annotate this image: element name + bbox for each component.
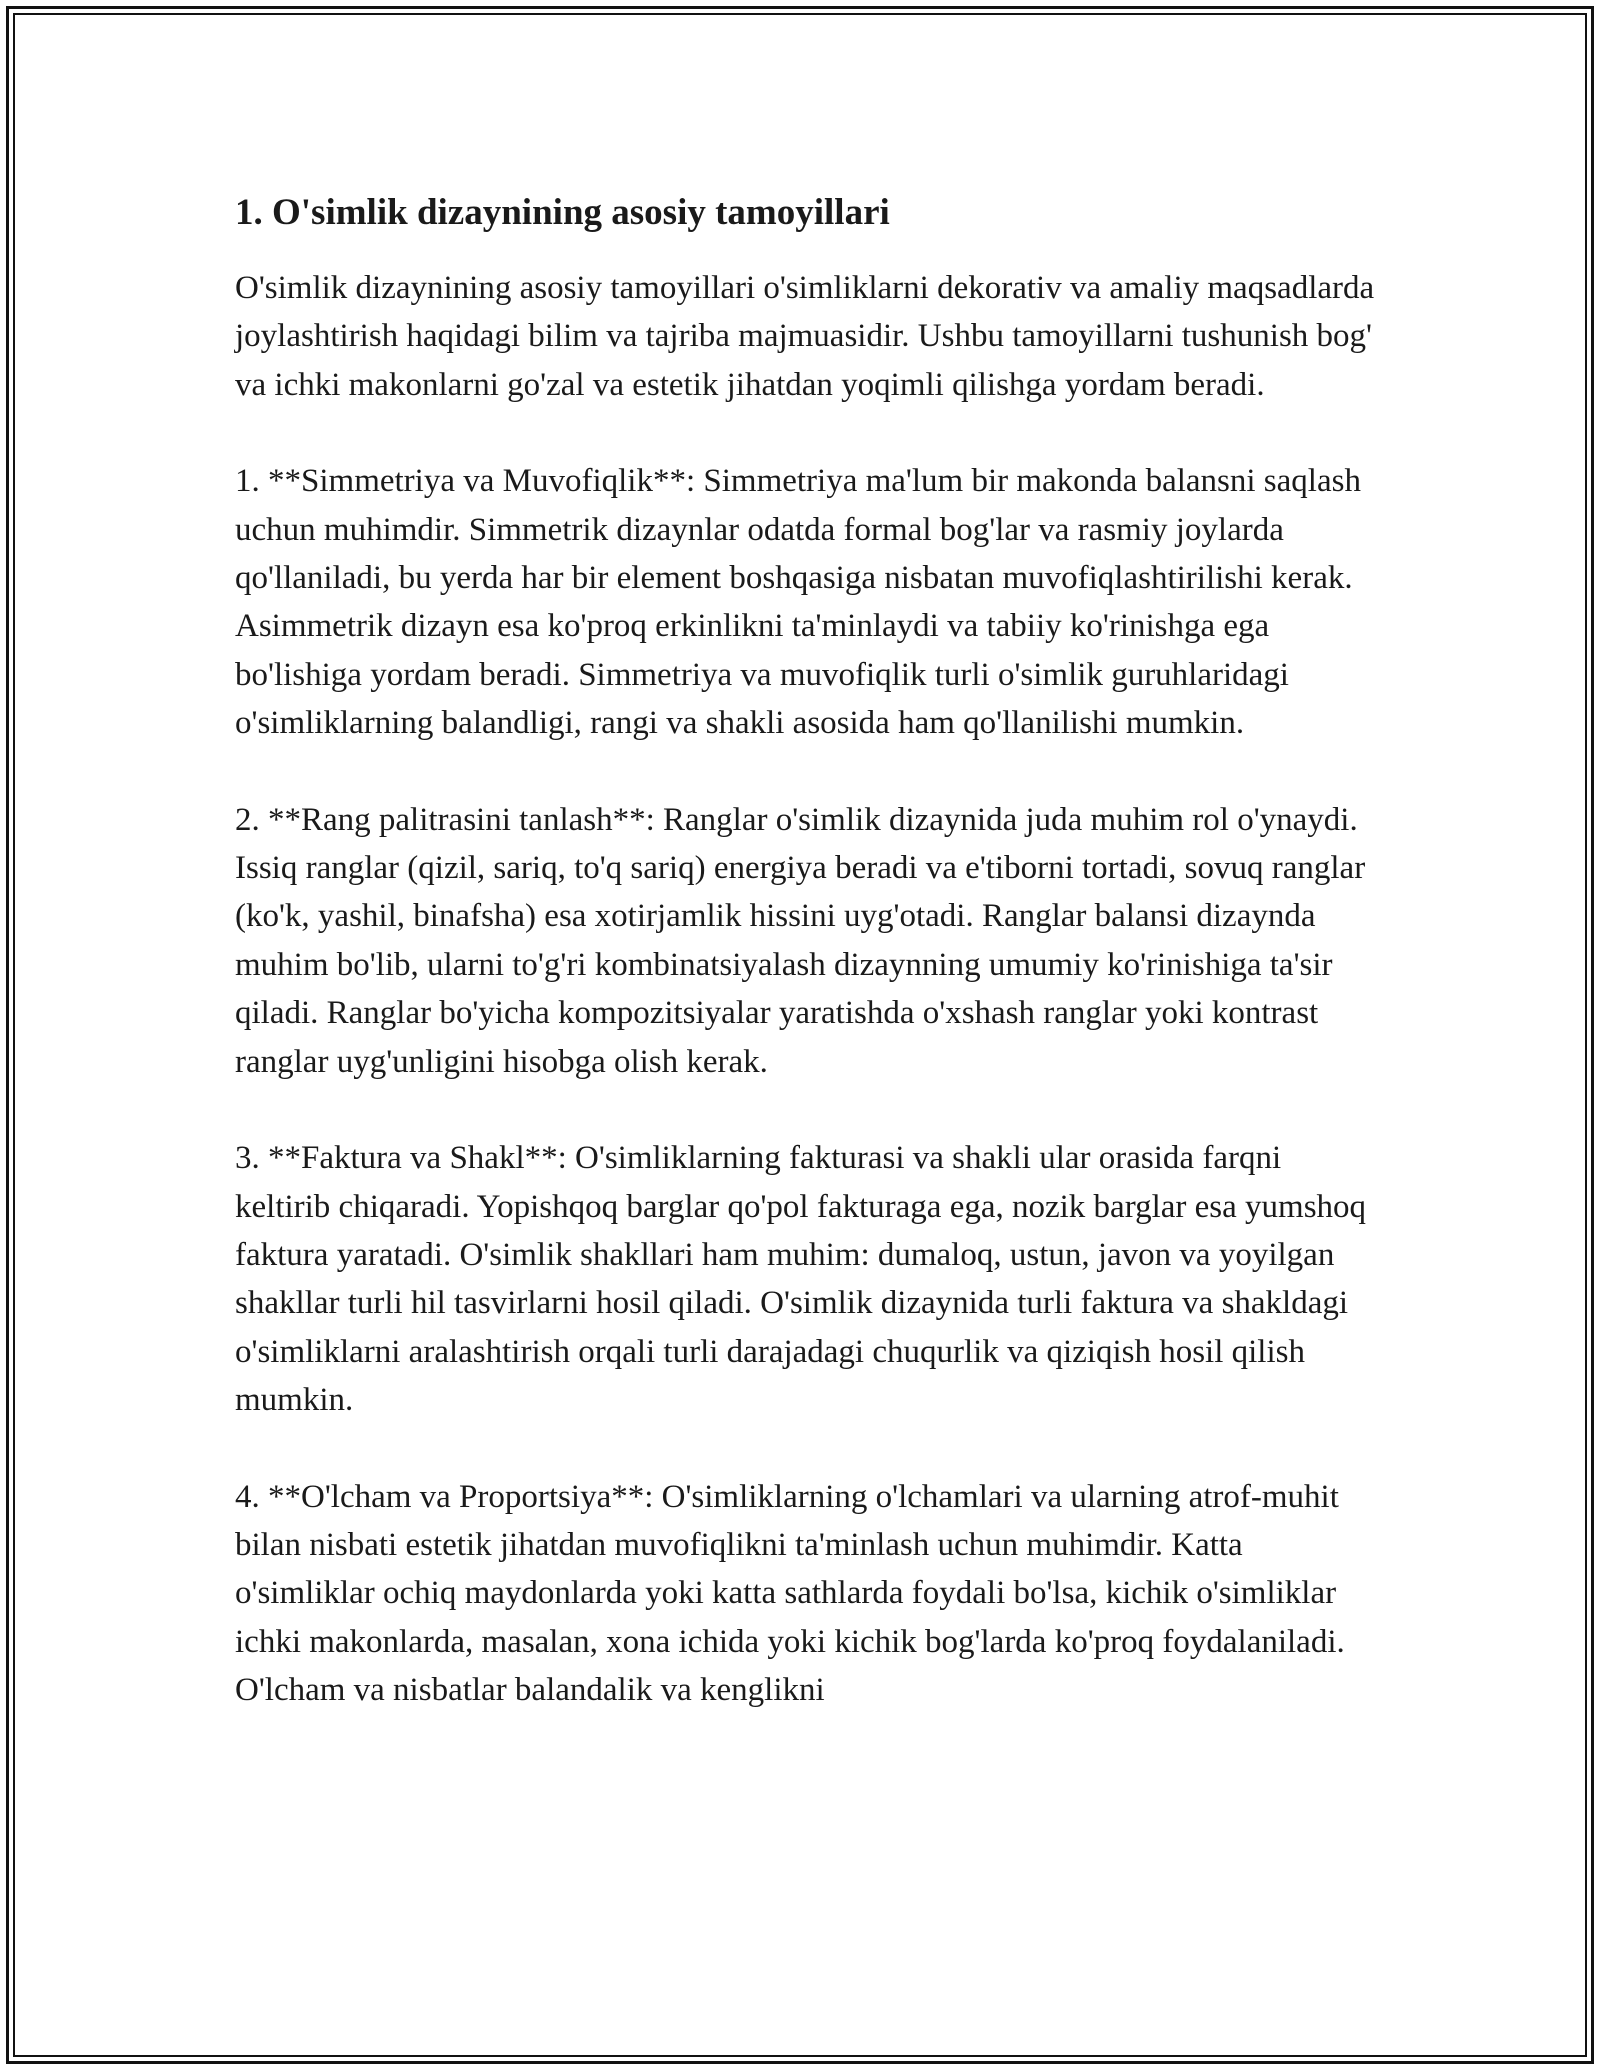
paragraph-symmetry: 1. **Simmetriya va Muvofiqlik**: Simmetriya ma'lum bir makonda balansni saqlash uchun muhimdir. Simmetrik dizaynlar odatda formal bog'lar va rasmiy joylarda qo'llaniladi, bu yerda har bir element boshqasiga nisbatan muvofiqlashtirilishi kerak. Asimmetrik dizayn esa ko'proq erkinlikni ta'minlaydi va tabiiy ko'rinishga ega bo'lishiga yordam beradi. Simmetriya va muvofiqlik turli o'simlik guruhlaridagi o'simliklarning balandligi, rangi va shakli asosida ham qo'llanilishi mumkin. xyxy=(235,463,1361,742)
paragraph-texture-shape: 3. **Faktura va Shakl**: O'simliklarning fakturasi va shakli ular orasida farqni keltirib chiqaradi. Yopishqoq barglar qo'pol fakturaga ega, nozik barglar esa yumshoq faktura yaratadi. O'simlik shakllari ham muhim: dumaloq, ustun, javon va yoyilgan shakllar turli hil tasvirlarni hosil qiladi. O'simlik dizaynida turli faktura va shakldagi o'simliklarni aralashtirish orqali turli darajadagi chuqurlik va qiziqish hosil qilish mumkin. xyxy=(235,1140,1367,1419)
section-heading: 1. O'simlik dizaynining asosiy tamoyillari xyxy=(235,192,890,233)
intro-paragraph: O'simlik dizaynining asosiy tamoyillari o'simliklarni dekorativ va amaliy maqsadlarda joylashtirish haqidagi bilim va tajriba majmuasidir. Ushbu tamoyillarni tushunish bog' va ichki makonlarni go'zal va estetik jihatdan yoqimli qilishga yordam beradi. xyxy=(235,270,1375,403)
document-body xyxy=(235,188,1380,1763)
paragraph-color-palette: 2. **Rang palitrasini tanlash**: Ranglar o'simlik dizaynida juda muhim rol o'ynaydi. Issiq ranglar (qizil, sariq, to'q sariq) energiya beradi va e'tiborni tortadi, sovuq ranglar (ko'k, yashil, binafsha) esa xotirjamlik hissini uyg'otadi. Ranglar balansi dizaynda muhim bo'lib, ularni to'g'ri kombinatsiyalash dizaynning umumiy ko'rinishiga ta'sir qiladi. Ranglar bo'yicha kompozitsiyalar yaratishda o'xshash ranglar yoki kontrast ranglar uyg'unligini hisobga olish kerak. xyxy=(235,801,1366,1080)
paragraph-size-proportion: 4. **O'lcham va Proportsiya**: O'simliklarning o'lchamlari va ularning atrof-muhit bilan nisbati estetik jihatdan muvofiqlikni ta'minlash uchun muhimdir. Katta o'simliklar ochiq maydonlarda yoki katta sathlarda foydali bo'lsa, kichik o'simliklar ichki makonlarda, masalan, xona ichida yoki kichik bog'larda ko'proq foydalaniladi. O'lcham va nisbatlar balandalik va kenglikni xyxy=(235,1478,1345,1709)
